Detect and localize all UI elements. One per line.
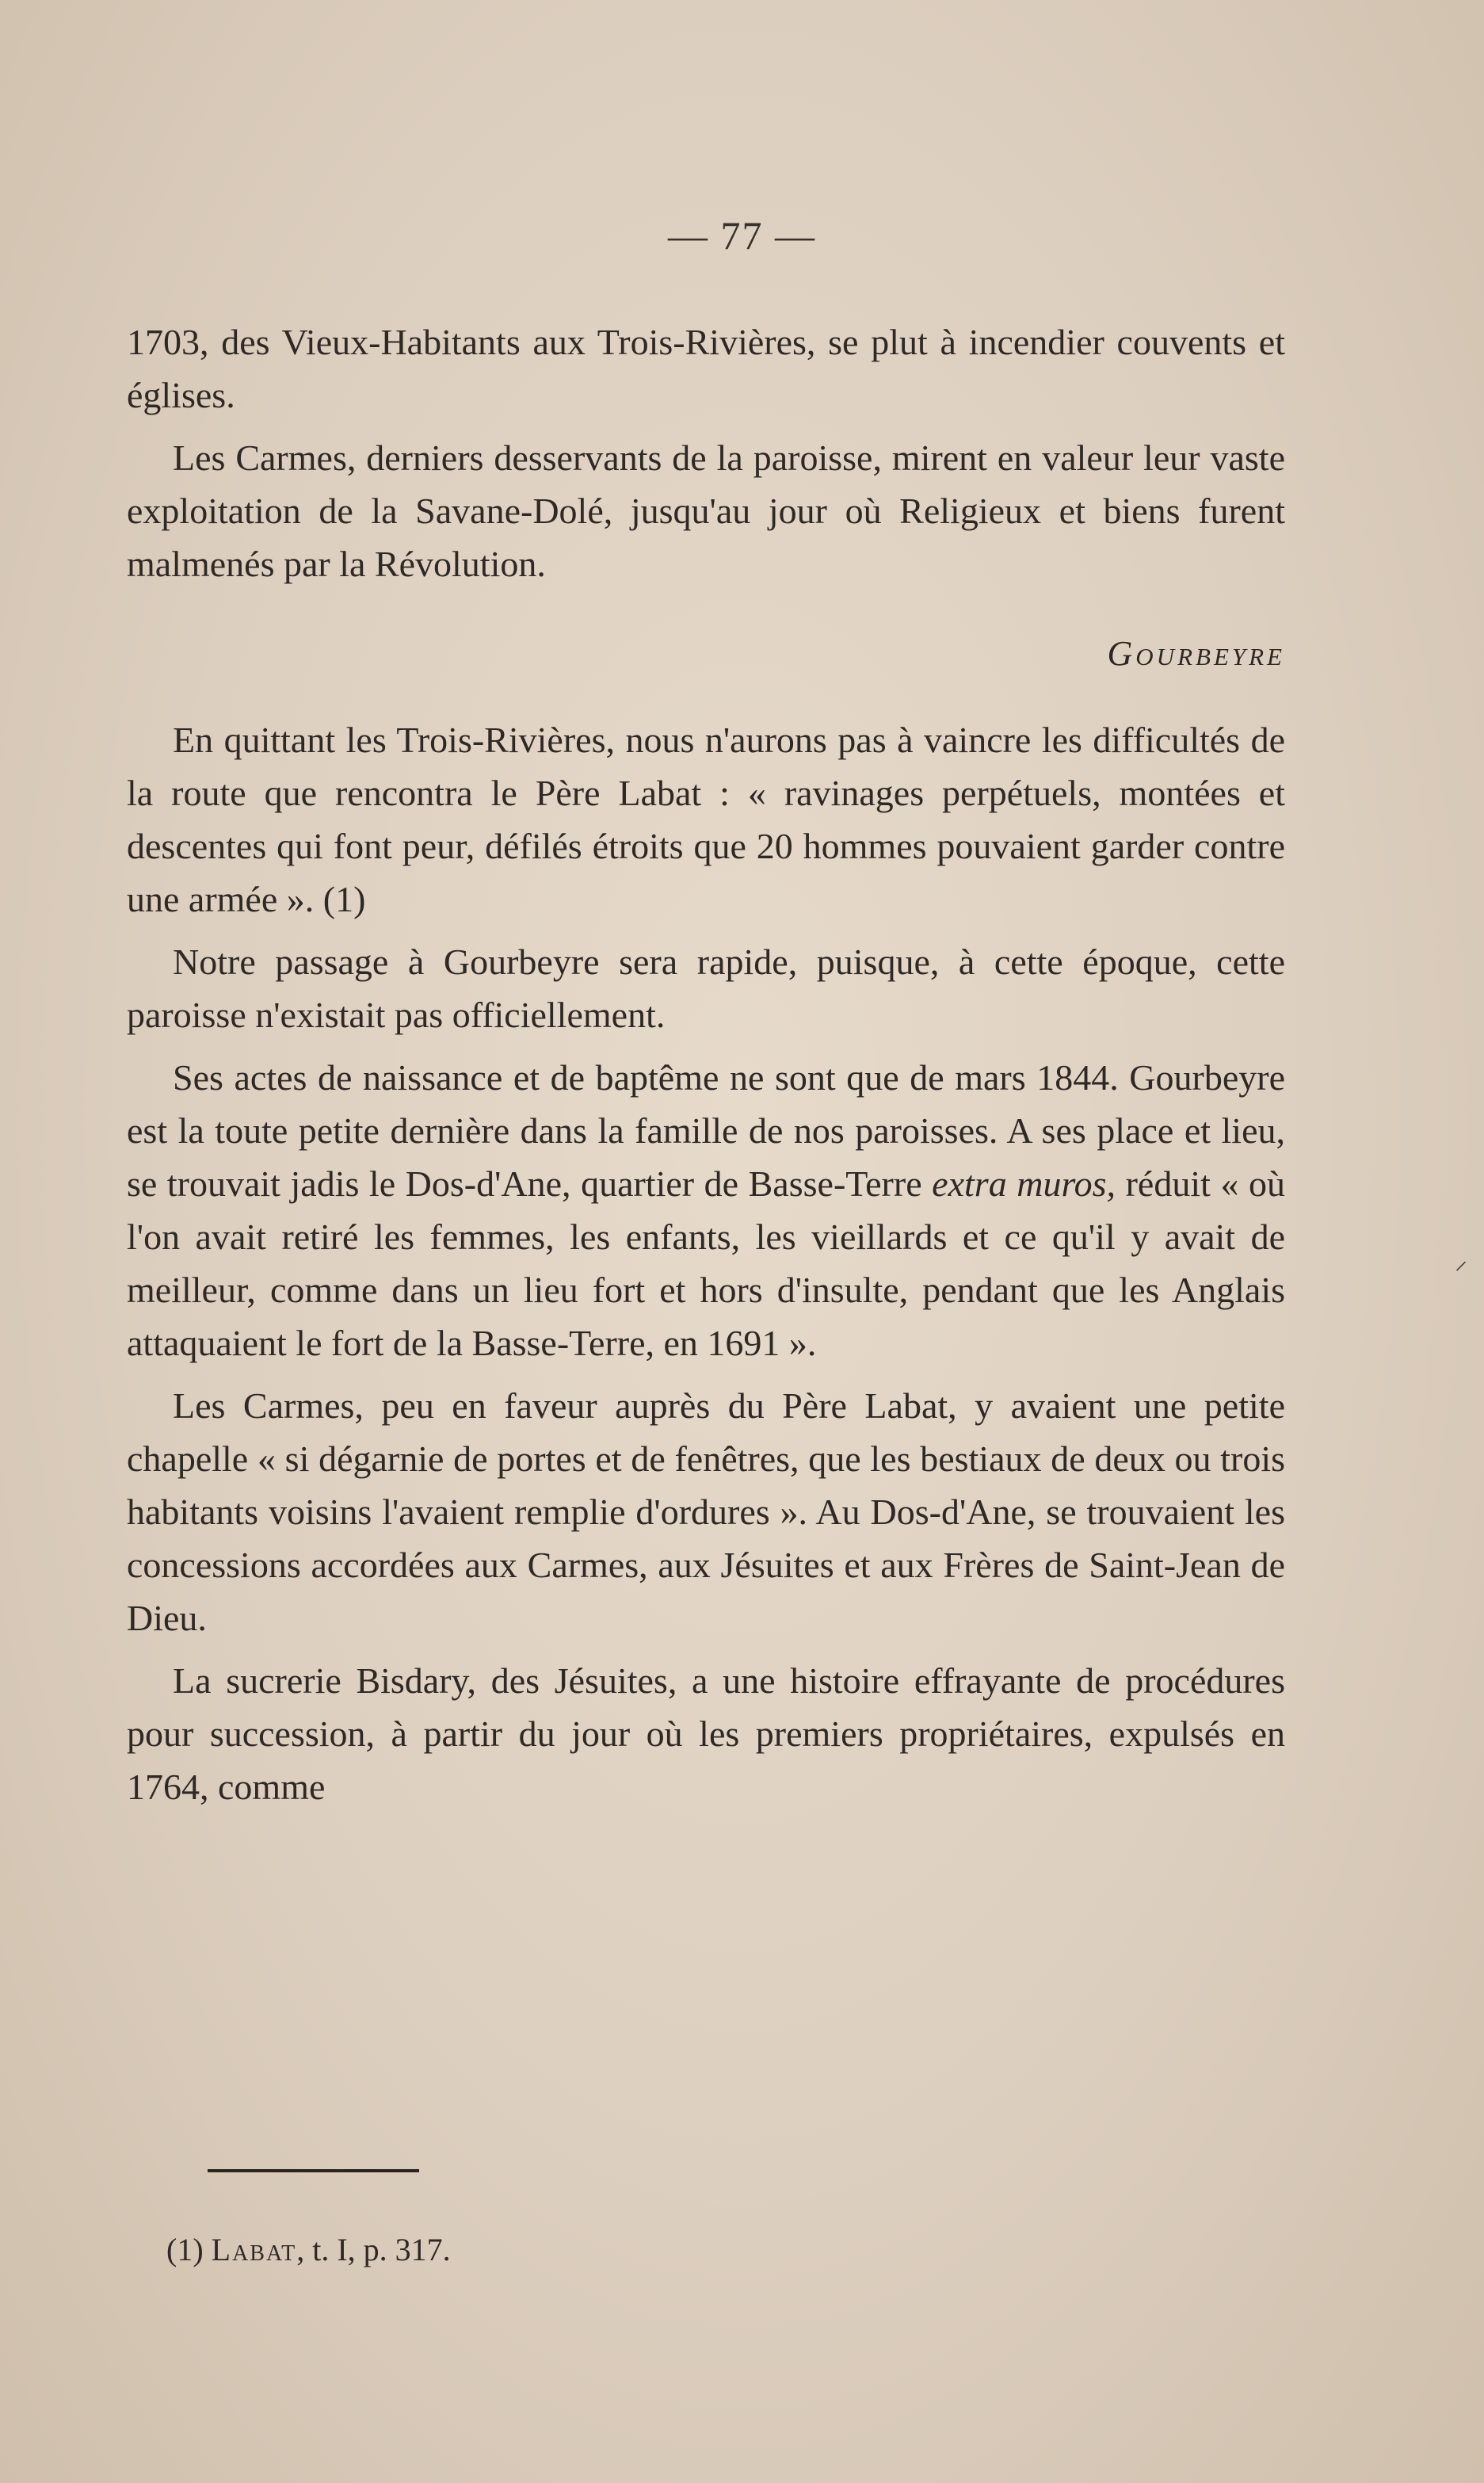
footnote-rule bbox=[208, 2169, 419, 2172]
paragraph-actes-end: réduit « où l'on avait retiré les femmes, les enfants, les vieillards et ce qu'il y avait de meilleur, comme dans un lieu fort et hors d'insulte, pendant que les Anglais attaquaient le fort de la Basse-Terre, en 1691 ». bbox=[127, 1163, 1286, 1363]
footnote-number: (1) bbox=[166, 2232, 204, 2267]
paragraph-carmes: Les Carmes, derniers desservants de la paroisse, mirent en valeur leur vaste exploitation de la Savane-Dolé, jusqu'au jour où Religieux et biens furent malmenés par la Révolution. bbox=[127, 437, 1285, 584]
footnote-reference: , t. I, p. 317. bbox=[296, 2232, 451, 2267]
paragraph-passage: Notre passage à Gourbeyre sera rapide, puisque, à cette époque, cette paroisse n'existait pas officiellement. bbox=[127, 942, 1285, 1035]
paragraph-intro-continuation: 1703, des Vieux-Habitants aux Trois-Rivières, se plut à incendier couvents et églises. bbox=[127, 322, 1285, 415]
footnote bbox=[166, 2231, 451, 2268]
paragraph-actes-start: Ses actes de naissance et de baptême ne sont que de mars 1844. Gourbeyre est la toute petite dernière dans la famille de nos paroisses. A ses place et lieu, se trouvait jadis le Dos-d'Ane, quartier de Basse-Terre bbox=[127, 1057, 1285, 1204]
page-number: — 77 — bbox=[668, 213, 816, 258]
latin-phrase: extra muros, bbox=[932, 1163, 1116, 1204]
footnote-author: Labat bbox=[211, 2232, 297, 2267]
margin-pencil-mark: ⸝ bbox=[1455, 1246, 1468, 1274]
paragraph-sucrerie: La sucrerie Bisdary, des Jésuites, a une histoire effrayante de procédures pour succession, à partir du jour où les premiers propriétaires, expulsés en 1764, comme bbox=[127, 1660, 1285, 1807]
section-heading: Gourbeyre bbox=[1107, 634, 1285, 673]
body-text bbox=[127, 315, 1285, 1823]
paragraph-chapelle: Les Carmes, peu en faveur auprès du Père Labat, y avaient une petite chapelle « si dégarnie de portes et de fenêtres, que les bestiaux de deux ou trois habitants voisins l'avaient remplie d'ordures ». Au Dos-d'Ane, se trouvaient les concessions accordées aux Carmes, aux Jésuites et aux Frères de Saint-Jean de Dieu. bbox=[127, 1385, 1285, 1638]
paragraph-actes bbox=[127, 1051, 1285, 1369]
paragraph-trois-rivieres: En quittant les Trois-Rivières, nous n'aurons pas à vaincre les difficultés de la route que rencontra le Père Labat : « ravinages perpétuels, montées et descentes qui font peur, défilés étroits que 20 hommes pouvaient garder contre une armée ». (1) bbox=[127, 720, 1285, 919]
